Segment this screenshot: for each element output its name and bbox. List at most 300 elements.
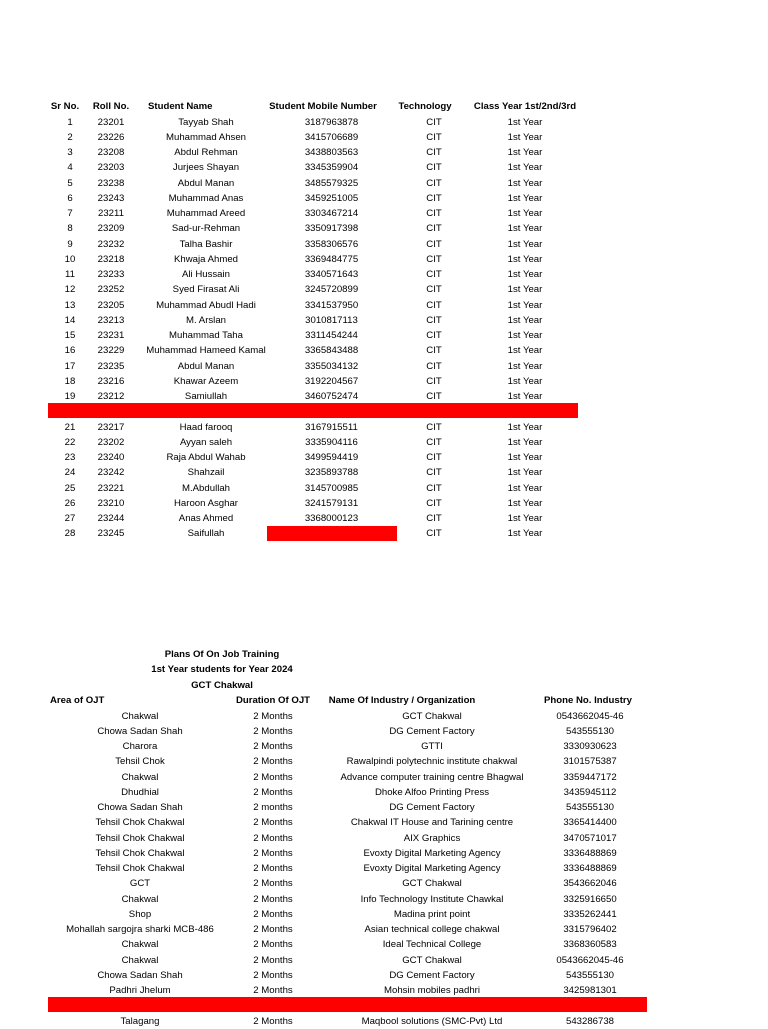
area-of-ojt-cell: Charora [122,741,158,752]
plan-row [0,876,768,891]
plan-row [0,937,768,952]
student-name-cell: Raja Abdul Wahab [166,452,246,463]
sr-no-cell: 25 [64,482,76,494]
mobile-number-cell: 3010817113 [305,314,358,326]
industry-phone-cell: 543286738 [565,1016,615,1027]
student-name-cell: Muhammad Ahsen [166,131,246,143]
area-of-ojt-cell: Chakwal [121,771,159,783]
area-of-ojt-cell: Chowa Sadan Shah [97,969,183,981]
industry-name-cell: Ideal Technical College [382,939,482,951]
student-name-cell: Tayyab Shah [178,116,234,128]
student-row [0,343,768,358]
sr-no-cell: 23 [64,452,76,463]
class-year-cell: 1st Year [507,360,543,372]
roll-no-cell: 23205 [97,299,125,311]
header-roll-no: Roll No. [92,101,130,112]
student-name-cell: Haad farooq [179,421,233,433]
sr-no-cell: 10 [64,253,76,265]
header-duration: Duration Of OJT [235,695,311,706]
mobile-number-cell: 3335904116 [305,436,358,448]
industry-phone-cell: 3101575387 [563,756,617,768]
industry-phone-cell: 543555130 [565,969,615,981]
class-year-cell: 1st Year [507,208,543,219]
student-name-cell: Samiullah [184,391,228,402]
student-row [0,389,768,404]
header-student-name: Student Name [148,101,213,112]
industry-phone-cell: 3336488869 [563,847,617,859]
roll-no-cell: 23238 [97,177,125,189]
class-year-cell: 1st Year [507,192,543,204]
technology-cell: CIT [426,375,442,387]
plan-row [0,785,768,800]
row-28-mobile-highlight [267,526,397,541]
duration-cell: 2 months [253,802,293,813]
header-area-of-ojt: Area of OJT [50,695,105,706]
student-name-cell: Muhammad Hameed Kamal [146,345,266,357]
plan-row [0,892,768,907]
technology-cell: CIT [426,284,442,296]
sr-no-cell: 4 [67,162,73,174]
roll-no-cell: 23240 [97,452,125,463]
industry-phone-cell: 3435945112 [563,786,617,798]
mobile-number-cell: 3303467214 [304,208,359,219]
duration-cell: 2 Months [253,924,293,935]
student-name-cell: Khwaja Ahmed [174,253,238,265]
industry-name-cell: Dhoke Alfoo Printing Press [374,786,490,798]
industry-name-cell: Info Technology Institute Chawkal [360,893,504,905]
industry-phone-cell: 0543662045-46 [556,710,624,722]
mobile-number-cell: 3459251005 [304,192,359,204]
duration-cell: 2 Months [253,741,293,752]
class-year-cell: 1st Year [507,238,543,250]
roll-no-cell: 23216 [97,375,125,387]
plan-row [0,709,768,724]
industry-phone-cell: 3365414400 [563,817,617,829]
student-row [0,160,768,175]
mobile-number-cell: 3145700985 [304,482,359,494]
class-year-cell: 1st Year [507,177,543,189]
student-name-cell: Abdul Manan [177,360,235,372]
industry-phone-cell: 3315796402 [563,924,617,935]
technology-cell: CIT [426,391,442,402]
sr-no-cell: 6 [67,192,73,204]
plan-row [0,983,768,998]
technology-cell: CIT [426,116,442,128]
technology-cell: CIT [426,223,442,235]
class-year-cell: 1st Year [507,314,543,326]
plans-institute: GCT Chakwal [191,680,253,691]
student-name-cell: Abdul Rehman [174,147,238,158]
student-row [0,191,768,206]
class-year-cell: 1st Year [507,345,543,357]
roll-no-cell: 23210 [97,497,125,509]
mobile-number-cell: 3415706689 [304,131,359,143]
row-20-highlight [48,403,578,418]
mobile-number-cell: 3192204567 [304,375,359,387]
roll-no-cell: 23221 [97,482,125,494]
duration-cell: 2 Months [253,985,293,996]
sr-no-cell: 22 [64,436,76,448]
roll-no-cell: 23212 [97,391,125,402]
industry-name-cell: Evoxty Digital Marketing Agency [363,847,501,859]
mobile-number-cell: 3355034132 [304,360,359,372]
technology-cell: CIT [426,131,442,143]
student-row [0,511,768,526]
industry-phone-cell: 3359447172 [563,771,617,783]
duration-cell: 2 Months [253,756,293,768]
sr-no-cell: 26 [64,497,76,509]
mobile-number-cell: 3350917398 [304,223,359,235]
technology-cell: CIT [426,238,442,250]
roll-no-cell: 23218 [97,253,125,265]
plan-row [0,739,768,754]
duration-cell: 2 Months [253,847,293,859]
student-row [0,496,768,511]
plan-row [0,754,768,769]
student-row [0,435,768,450]
roll-no-cell: 23232 [97,238,125,250]
mobile-number-cell: 3460752474 [304,391,359,402]
technology-cell: CIT [426,147,442,158]
mobile-number-cell: 3187963878 [304,116,359,128]
sr-no-cell: 2 [67,131,73,143]
mobile-number-cell: 3369484775 [304,253,359,265]
industry-name-cell: DG Cement Factory [389,725,475,737]
student-name-cell: Ali Hussain [182,269,230,280]
duration-cell: 2 Months [253,939,293,951]
roll-no-cell: 23242 [97,467,125,479]
plan-row [0,953,768,968]
duration-cell: 2 Months [253,893,293,905]
duration-cell: 2 Months [253,725,293,737]
mobile-number-cell: 3368000123 [304,513,359,524]
industry-phone-cell [540,998,640,1013]
plan-row [0,1014,768,1029]
class-year-cell: 1st Year [507,253,543,265]
mobile-number-cell: 3358306576 [304,238,359,250]
sr-no-cell: 27 [64,513,76,524]
area-of-ojt-cell: GCT [129,878,151,890]
mobile-number-cell: 3345359904 [304,162,359,174]
roll-no-cell: 23201 [97,116,125,128]
roll-no-cell: 23244 [97,513,125,524]
student-name-cell: Jurjees Shayan [172,162,240,174]
industry-name-cell: Madina print point [393,908,471,920]
student-name-cell: Syed Firasat Ali [172,284,240,296]
student-name-cell: Talha Bashir [179,238,233,250]
roll-no-cell: 23245 [97,528,125,540]
plans-header-row [0,693,768,708]
plan-row [0,815,768,830]
class-year-cell: 1st Year [507,116,543,128]
class-year-cell: 1st Year [507,513,543,524]
industry-name-cell: Maqbool solutions (SMC-Pvt) Ltd [361,1016,503,1027]
industry-name-cell: AIX Graphics [403,832,461,844]
area-of-ojt-cell: Padhri Jhelum [109,985,171,996]
plan-row [0,724,768,739]
sr-no-cell: 13 [64,299,76,311]
mobile-number-cell: 3245720899 [304,284,359,296]
roll-no-cell: 23231 [97,330,125,341]
class-year-cell: 1st Year [507,482,543,494]
sr-no-cell: 19 [64,391,76,402]
industry-name-cell: GCT Chakwal [402,954,462,966]
technology-cell: CIT [426,314,442,326]
plan-row [0,800,768,815]
student-name-cell: Saifullah [187,528,225,540]
technology-cell: CIT [426,299,442,311]
industry-name-cell: Rawalpindi polytechnic institute chakwal [346,756,518,768]
industry-phone-cell: 3335262441 [563,908,617,920]
area-of-ojt-cell: Tehsil Chok [115,756,165,768]
area-of-ojt-cell: Chakwal [121,954,159,966]
industry-phone-cell: 3543662046 [563,878,617,890]
sr-no-cell: 16 [64,345,76,357]
roll-no-cell: 23217 [97,421,125,433]
class-year-cell: 1st Year [507,269,543,280]
industry-phone-cell: 543555130 [565,725,615,737]
roll-no-cell: 23226 [97,131,125,143]
student-name-cell: Muhammad Anas [168,192,244,204]
area-of-ojt-cell: Dhudhial [121,786,159,798]
technology-cell: CIT [426,360,442,372]
duration-cell: 2 Months [253,786,293,798]
mobile-number-cell: 3438803563 [304,147,359,158]
roll-no-cell: 23202 [97,436,125,448]
student-row [0,313,768,328]
plan-row [0,922,768,937]
technology-cell: CIT [426,513,442,524]
mobile-number-cell: 3341537950 [304,299,359,311]
area-of-ojt-cell: Mohallah sargojra sharki MCB-486 [66,924,214,935]
area-of-ojt-cell: Chakwal [121,939,159,951]
mobile-number-cell: 3241579131 [304,497,359,509]
class-year-cell: 1st Year [507,299,543,311]
plan-row [0,831,768,846]
mobile-number-cell: 3365843488 [304,345,359,357]
student-name-cell: Muhammad Areed [166,208,246,219]
duration-cell: 2 Months [253,863,293,874]
student-row [0,176,768,191]
roll-no-cell: 23233 [97,269,125,280]
student-name-cell: Sad-ur-Rehman [171,223,241,235]
duration-cell: 2 Months [253,969,293,981]
class-year-cell: 1st Year [507,330,543,341]
industry-name-cell: GCT Chakwal [402,878,462,890]
header-class-year: Class Year 1st/2nd/3rd [473,101,577,112]
industry-name-cell: Evoxty Digital Marketing Agency [363,863,501,874]
roll-no-cell: 23208 [97,147,125,158]
student-name-cell: Abdul Manan [177,177,235,189]
duration-cell: 2 Months [253,908,293,920]
plan-row [0,968,768,983]
class-year-cell: 1st Year [507,375,543,387]
mobile-number-cell: 3340571643 [304,269,359,280]
plan-row [0,861,768,876]
industry-phone-cell: 0543662045-46 [556,954,624,966]
student-name-cell: Anas Ahmed [178,513,234,524]
sr-no-cell: 21 [64,421,76,433]
area-of-ojt-cell: Chowa Sadan Shah [97,802,183,813]
technology-cell: CIT [426,436,442,448]
area-of-ojt-cell [30,998,250,1013]
student-row [0,450,768,465]
student-row [0,267,768,282]
student-row [0,298,768,313]
mobile-number-cell: 3235893788 [304,467,359,479]
sr-no-cell: 14 [64,314,76,326]
roll-no-cell: 23229 [97,345,125,357]
class-year-cell: 1st Year [507,223,543,235]
class-year-cell: 1st Year [507,284,543,296]
roll-no-cell: 23203 [97,162,125,174]
plans-subtitle: 1st Year students for Year 2024 [151,664,293,675]
mobile-number-cell: 3485579325 [304,177,359,189]
student-row [0,465,768,480]
roll-no-cell: 23211 [98,208,124,219]
technology-cell: CIT [426,192,442,204]
industry-phone-cell: 3330930623 [563,741,617,752]
mobile-number-cell: 3499594419 [304,452,359,463]
student-name-cell: Haroon Asghar [174,497,238,509]
industry-name-cell: Advance computer training centre Bhagwal [340,771,524,783]
class-year-cell: 1st Year [507,452,543,463]
technology-cell: CIT [426,528,442,540]
duration-cell: 2 Months [253,1016,293,1027]
header-industry-name: Name Of Industry / Organization [328,695,476,706]
class-year-cell: 1st Year [507,421,543,433]
student-row [0,328,768,343]
sr-no-cell: 28 [64,528,76,540]
duration-cell: 2 Months [253,832,293,844]
sr-no-cell: 17 [64,360,76,372]
sr-no-cell: 9 [67,238,73,250]
class-year-cell: 1st Year [507,467,543,479]
industry-name-cell: DG Cement Factory [389,969,475,981]
student-row [0,206,768,221]
roll-no-cell: 23243 [97,192,125,204]
industry-name-cell: Asian technical college chakwal [364,924,500,935]
sr-no-cell: 8 [67,223,73,235]
sr-no-cell: 3 [67,147,73,158]
technology-cell: CIT [426,467,442,479]
industry-phone-cell: 3425981301 [563,985,617,996]
technology-cell: CIT [426,497,442,509]
student-name-cell: M. Arslan [186,314,226,326]
roll-no-cell: 23213 [97,314,125,326]
mobile-number-cell: 3311454244 [305,330,358,341]
class-year-cell: 1st Year [507,162,543,174]
area-of-ojt-cell: Tehsil Chok Chakwal [95,817,185,829]
roll-no-cell: 23252 [97,284,125,296]
class-year-cell: 1st Year [507,147,543,158]
sr-no-cell: 7 [67,208,73,219]
class-year-cell: 1st Year [507,497,543,509]
duration-cell: 2 Months [253,771,293,783]
mobile-number-cell: 3167915511 [305,421,358,433]
student-row [0,374,768,389]
student-row [0,481,768,496]
technology-cell: CIT [426,253,442,265]
class-year-cell: 1st Year [507,436,543,448]
technology-cell: CIT [426,208,442,219]
student-row [0,252,768,267]
area-of-ojt-cell: Chakwal [121,893,159,905]
student-row [0,237,768,252]
technology-cell: CIT [426,162,442,174]
plan-row [0,998,768,1013]
area-of-ojt-cell: Tehsil Chok Chakwal [95,847,185,859]
header-sr-no: Sr No. [50,101,80,112]
student-row [0,130,768,145]
industry-name-cell: GTTI [421,741,443,752]
student-row [0,221,768,236]
duration-cell: 2 Months [253,954,293,966]
student-row [0,282,768,297]
student-row [0,359,768,374]
sr-no-cell: 24 [64,467,76,479]
plan-row [0,846,768,861]
industry-phone-cell: 543555130 [565,802,615,813]
header-technology: Technology [398,101,452,112]
duration-cell: 2 Months [253,878,293,890]
student-name-cell: Muhammad Abudl Hadi [156,299,256,311]
area-of-ojt-cell: Shop [128,908,152,920]
industry-name-cell: Mohsin mobiles padhri [384,985,480,996]
industry-name-cell: Chakwal IT House and Tarining centre [350,817,514,829]
student-row [0,420,768,435]
duration-cell [228,998,318,1013]
industry-phone-cell: 3325916650 [563,893,617,905]
technology-cell: CIT [426,452,442,463]
plan-row [0,770,768,785]
sr-no-cell: 5 [67,177,73,189]
area-of-ojt-cell: Chakwal [121,710,159,722]
area-of-ojt-cell: Talagang [120,1016,160,1027]
roll-no-cell: 23235 [97,360,125,372]
industry-name-cell: GCT Chakwal [402,710,462,722]
plans-title: Plans Of On Job Training [164,649,280,660]
technology-cell: CIT [426,177,442,189]
sr-no-cell: 11 [65,269,75,280]
technology-cell: CIT [426,345,442,357]
student-name-cell: Ayyan saleh [179,436,233,448]
class-year-cell: 1st Year [507,528,543,540]
sr-no-cell: 15 [64,330,76,341]
student-row [0,145,768,160]
industry-phone-cell: 3336488869 [563,863,617,874]
duration-cell: 2 Months [253,710,293,722]
technology-cell: CIT [426,482,442,494]
roll-no-cell: 23209 [97,223,125,235]
technology-cell: CIT [426,269,442,280]
industry-phone-cell: 3368360583 [563,939,617,951]
student-name-cell: Shahzail [187,467,225,479]
technology-cell: CIT [426,330,442,341]
industry-name-cell [312,998,552,1013]
class-year-cell: 1st Year [507,391,543,402]
industry-name-cell: DG Cement Factory [389,802,475,813]
header-mobile-number: Student Mobile Number [269,101,377,112]
duration-cell: 2 Months [253,817,293,829]
area-of-ojt-cell: Tehsil Chok Chakwal [95,832,185,844]
area-of-ojt-cell: Tehsil Chok Chakwal [95,863,185,874]
class-year-cell: 1st Year [507,131,543,143]
student-row [0,115,768,130]
header-industry-phone: Phone No. Industry [544,695,632,706]
student-name-cell: M.Abdullah [182,482,230,494]
sr-no-cell: 1 [67,116,73,128]
